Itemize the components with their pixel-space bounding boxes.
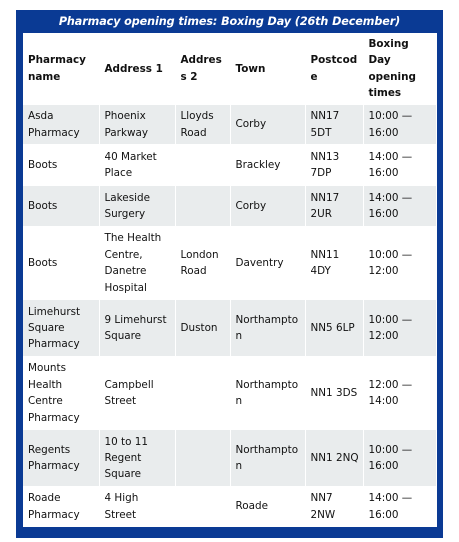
cell-address-1: 10 to 11 Regent Square [99,429,175,486]
cell-opening-times: 10:00 — 16:00 [363,429,436,486]
cell-address-1: Campbell Street [99,356,175,429]
cell-address-2: Duston [175,299,230,356]
table-row [23,429,436,486]
cell-address-1: 9 Limehurst Square [99,299,175,356]
table-frame [16,10,443,538]
table-row [23,226,436,299]
cell-postcode: NN1 2NQ [305,429,363,486]
cell-town: Northampton [230,299,305,356]
table-row [23,356,436,429]
header-row [23,33,436,104]
cell-address-2: Lloyds Road [175,104,230,144]
cell-postcode: NN17 2UR [305,185,363,226]
header-postcode: Postcode [305,33,363,104]
cell-opening-times: 10:00 — 16:00 [363,104,436,144]
cell-town: Corby [230,185,305,226]
cell-address-2 [175,486,230,526]
table-row [23,299,436,356]
page-title: Pharmacy opening times: Boxing Day (26th December) [58,15,401,28]
cell-postcode: NN7 2NW [305,486,363,526]
cell-postcode: NN17 5DT [305,104,363,144]
cell-opening-times: 14:00 — 16:00 [363,486,436,526]
pharmacy-table [23,33,437,527]
header-opening-times: Boxing Day opening times [363,33,436,104]
table-row [23,104,436,144]
cell-pharmacy-name: Mounts Health Centre Pharmacy [23,356,99,429]
header-address-1: Address 1 [99,33,175,104]
cell-pharmacy-name: Regents Pharmacy [23,429,99,486]
cell-town: Daventry [230,226,305,299]
cell-pharmacy-name: Boots [23,144,99,185]
header-pharmacy-name: Pharmacy name [23,33,99,104]
cell-town: Corby [230,104,305,144]
cell-town: Brackley [230,144,305,185]
cell-town: Roade [230,486,305,526]
cell-postcode: NN5 6LP [305,299,363,356]
cell-address-2 [175,356,230,429]
table-row [23,185,436,226]
cell-town: Northampton [230,429,305,486]
cell-pharmacy-name: Boots [23,226,99,299]
cell-postcode: NN11 4DY [305,226,363,299]
cell-address-1: 40 Market Place [99,144,175,185]
table-row [23,144,436,185]
cell-opening-times: 10:00 — 12:00 [363,299,436,356]
cell-pharmacy-name: Limehurst Square Pharmacy [23,299,99,356]
cell-pharmacy-name: Boots [23,185,99,226]
header-town: Town [230,33,305,104]
cell-opening-times: 14:00 — 16:00 [363,144,436,185]
cell-address-2 [175,429,230,486]
cell-opening-times: 14:00 — 16:00 [363,185,436,226]
cell-postcode: NN1 3DS [305,356,363,429]
cell-opening-times: 10:00 — 12:00 [363,226,436,299]
cell-address-1: Phoenix Parkway [99,104,175,144]
cell-town: Northampton [230,356,305,429]
cell-address-1: 4 High Street [99,486,175,526]
cell-pharmacy-name: Roade Pharmacy [23,486,99,526]
cell-address-1: The Health Centre, Danetre Hospital [99,226,175,299]
cell-address-1: Lakeside Surgery [99,185,175,226]
table-row [23,486,436,526]
cell-opening-times: 12:00 — 14:00 [363,356,436,429]
header-address-2: Address 2 [175,33,230,104]
cell-pharmacy-name: Asda Pharmacy [23,104,99,144]
cell-postcode: NN13 7DP [305,144,363,185]
cell-address-2 [175,185,230,226]
cell-address-2: London Road [175,226,230,299]
cell-address-2 [175,144,230,185]
